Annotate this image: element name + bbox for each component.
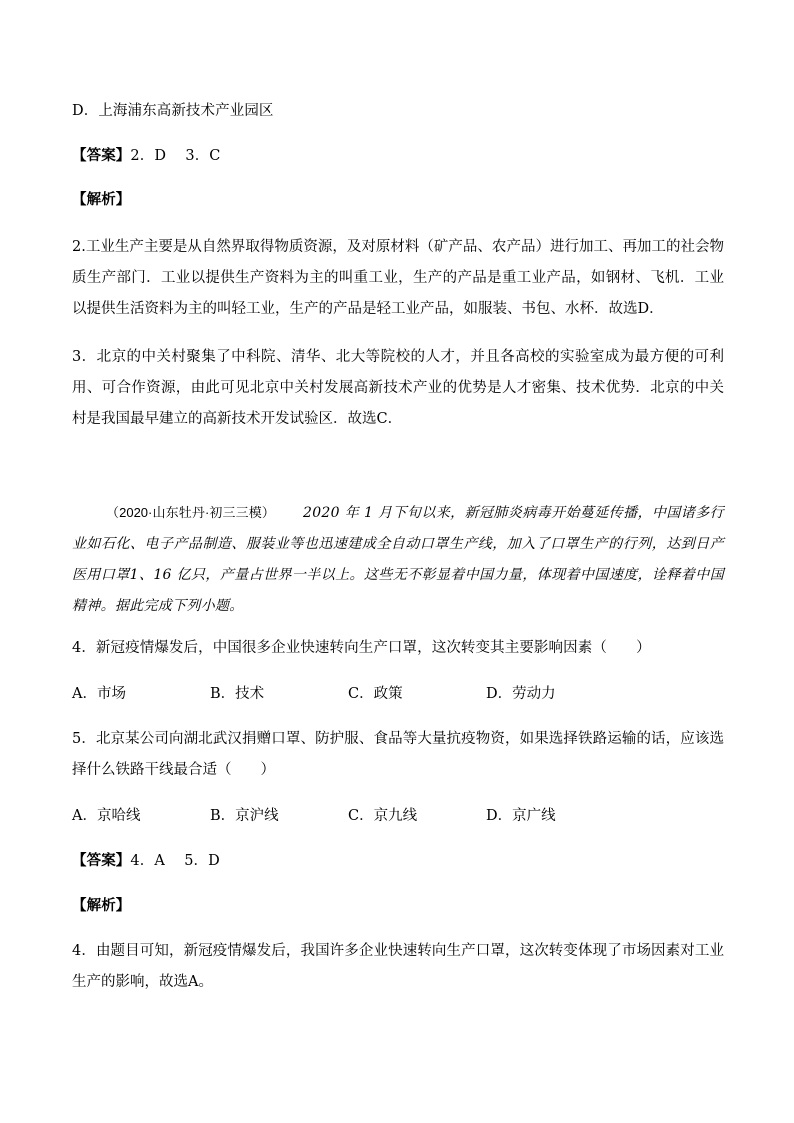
q1-option-d: D．上海浦东高新技术产业园区 (72, 103, 274, 119)
q5-option-d: D．京广线 (486, 808, 556, 824)
q4-option-d: D．劳动力 (486, 686, 556, 702)
answer-label: 【答案】 (72, 147, 131, 164)
answer-label-2: 【答案】 (72, 852, 131, 869)
question-4-options (72, 684, 624, 704)
question-5-options (72, 806, 624, 826)
q4-option-b: B．技术 (210, 686, 265, 702)
q5-option-c: C．京九线 (348, 808, 418, 824)
analysis-label-2: 【解析】 (72, 897, 131, 914)
material-passage (72, 497, 724, 622)
material-text: 2020 年 1 月下旬以来，新冠肺炎病毒开始蔓延传播，中国诸多行业如石化、电子产品制造、服装业等也迅速建成全自动口罩生产线，加入了口罩生产的行列，达到日产医用口罩1、16 亿只，产量占世界一半以上。这些无不彰显着中国力量，体现着中国速度，诠释着中国精神。据此完成下列小题。 (72, 505, 724, 614)
q5-option-a: A．京哈线 (72, 808, 141, 824)
answer-text-2: 4．A 5．D (130, 853, 220, 869)
answer-text: 2．D 3．C (130, 148, 221, 164)
answer-line-1 (72, 146, 221, 166)
explanation-3: 3．北京的中关村聚集了中科院、清华、北大等院校的人才，并且各高校的实验室成为最方便的可利用、可合作资源，由此可见北京中关村发展高新技术产业的优势是人才密集、技术优势．北京的中关村是我国最早建立的高新技术开发试验区．故选C． (72, 349, 724, 427)
explanation-4: 4．由题目可知，新冠疫情爆发后，我国许多企业快速转向生产口罩，这次转变体现了市场因素对工业生产的影响，故选A。 (72, 943, 724, 990)
q5-option-b: B．京沪线 (210, 808, 279, 824)
analysis-label: 【解析】 (72, 191, 131, 208)
explanation-2: 2.工业生产主要是从自然界取得物质资源，及对原材料（矿产品、农产品）进行加工、再加工的社会物质生产部门．工业以提供生产资料为主的叫重工业，生产的产品是重工业产品，如钢材、飞机．工业以提供生活资料为主的叫轻工业，生产的产品是轻工业产品，如服装、书包、水杯．故选D． (72, 239, 724, 317)
question-5-stem: 5．北京某公司向湖北武汉捐赠口罩、防护服、食品等大量抗疫物资，如果选择铁路运输的话，应该选择什么铁路干线最合适（ ） (72, 731, 724, 778)
question-source: （2020·山东牡丹·初三三模） (106, 505, 275, 520)
answer-line-2 (72, 851, 220, 871)
question-4-stem: 4．新冠疫情爆发后，中国很多企业快速转向生产口罩，这次转变其主要影响因素（ ） (72, 640, 651, 656)
q4-option-c: C．政策 (348, 686, 403, 702)
q4-option-a: A．市场 (72, 686, 126, 702)
